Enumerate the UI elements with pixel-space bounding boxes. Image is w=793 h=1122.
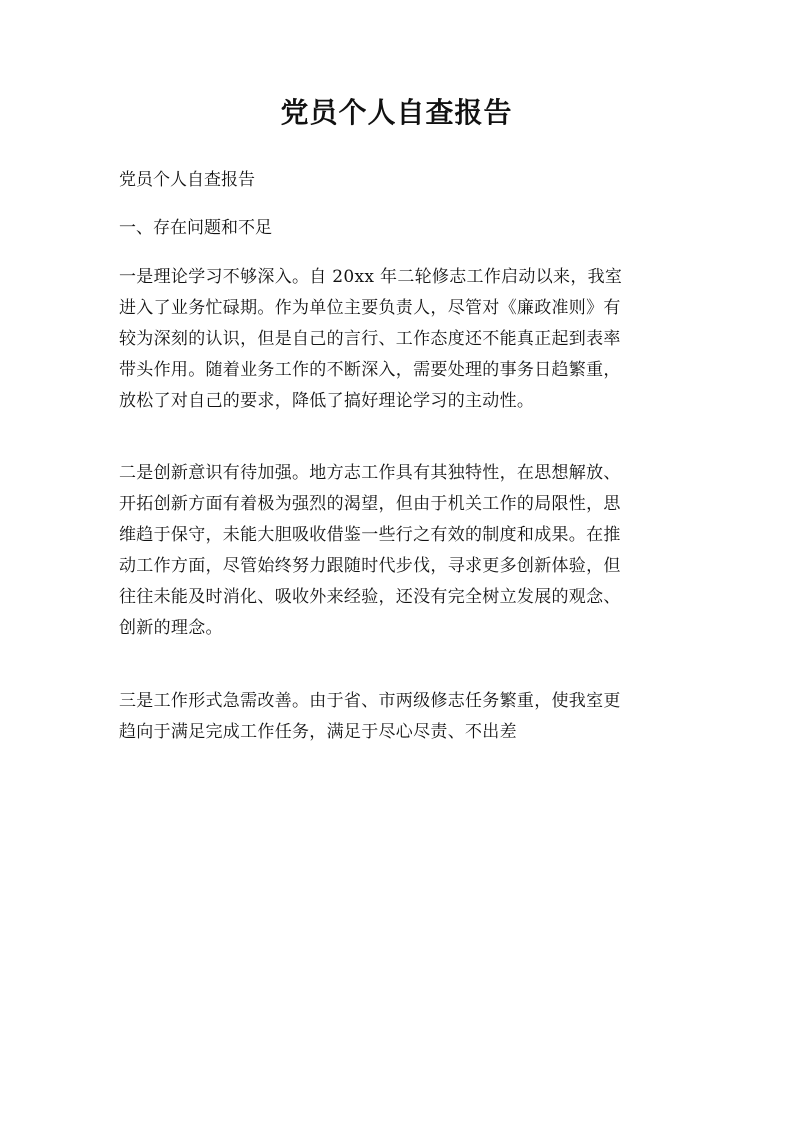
paragraph-theory-study xyxy=(119,262,681,417)
paragraph-line: 进入了业务忙碌期。作为单位主要负责人，尽管对《廉政准则》有 xyxy=(119,298,621,318)
paragraph-innovation xyxy=(119,458,681,644)
document-title: 党员个人自查报告 xyxy=(280,96,513,129)
paragraph-line: 趋向于满足完成工作任务，满足于尽心尽责、不出差 xyxy=(119,722,517,742)
paragraph-work-form xyxy=(119,686,681,748)
paragraph-line: 较为深刻的认识，但是自己的言行、工作态度还不能真正起到表率 xyxy=(119,329,621,349)
paragraph-line: 创新的理念。 xyxy=(119,618,223,638)
paragraph-line: 三是工作形式急需改善。由于省、市两级修志任务繁重，使我室更 xyxy=(119,691,621,711)
section-heading: 一、存在问题和不足 xyxy=(119,218,272,238)
document-subtitle: 党员个人自查报告 xyxy=(119,170,255,190)
paragraph-line: 二是创新意识有待加强。地方志工作具有其独特性，在思想解放、 xyxy=(119,463,621,483)
paragraph-line: 一是理论学习不够深入。自 20xx 年二轮修志工作启动以来，我室 xyxy=(119,267,623,287)
paragraph-line: 动工作方面，尽管始终努力跟随时代步伐，寻求更多创新体验，但 xyxy=(119,556,621,576)
paragraph-line: 往往未能及时消化、吸收外来经验，还没有完全树立发展的观念、 xyxy=(119,587,621,607)
paragraph-line: 带头作用。随着业务工作的不断深入，需要处理的事务日趋繁重， xyxy=(119,360,621,380)
paragraph-line: 维趋于保守，未能大胆吸收借鉴一些行之有效的制度和成果。在推 xyxy=(119,525,621,545)
paragraph-line: 开拓创新方面有着极为强烈的渴望，但由于机关工作的局限性，思 xyxy=(119,494,621,514)
paragraph-line: 放松了对自己的要求，降低了搞好理论学习的主动性。 xyxy=(119,391,535,411)
